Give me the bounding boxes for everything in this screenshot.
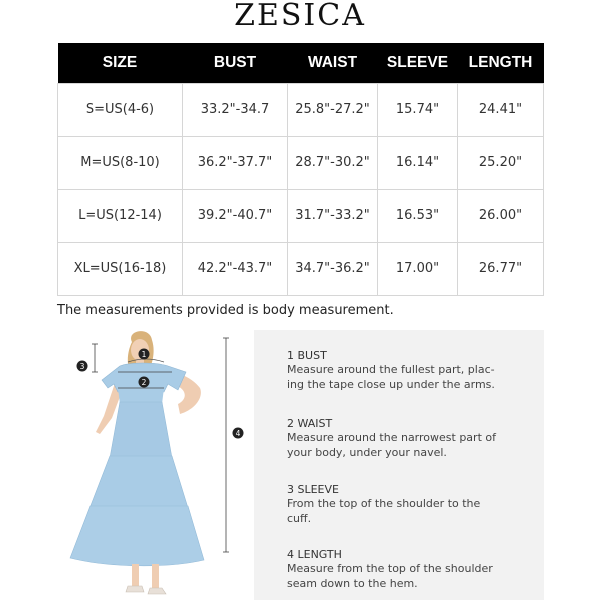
table-row [58,83,544,136]
waist-guide-title: 2 WAIST [287,417,333,430]
dress-bodice [118,388,164,404]
cell-bust: 39.2"-40.7" [183,189,288,242]
bust-guide-line1: Measure around the fullest part, plac- [287,363,495,376]
model-left-leg [132,564,139,586]
cell-waist: 28.7"-30.2" [288,136,378,189]
measurement-guide-panel [254,330,544,600]
cell-bust: 42.2"-43.7" [183,242,288,295]
waist-guide [287,417,537,460]
model-right-leg [152,564,159,588]
length-marker [233,428,244,439]
cell-size: XL=US(16-18) [58,242,183,295]
brand-logo: ZESICA [234,0,366,33]
sleeve-guide-line1: From the top of the shoulder to the [287,497,481,510]
length-guide-line1: Measure from the top of the shoulder [287,562,493,575]
header-sleeve: SLEEVE [378,43,458,83]
bust-guide-title: 1 BUST [287,349,327,362]
cell-size: M=US(8-10) [58,136,183,189]
cell-size: S=US(4-6) [58,83,183,136]
cell-sleeve: 15.74" [378,83,458,136]
cell-sleeve: 17.00" [378,242,458,295]
header-size: SIZE [58,43,183,83]
cell-length: 25.20" [458,136,544,189]
left-sandal-icon [126,586,144,592]
cell-sleeve: 16.53" [378,189,458,242]
dress-tier-2 [90,456,188,508]
bust-guide-line2: ing the tape close up under the arms. [287,377,495,391]
svg-text:1: 1 [141,350,147,359]
header-waist: WAIST [288,43,378,83]
cell-length: 26.00" [458,189,544,242]
dress-tier-1 [110,402,172,458]
table-row [58,189,544,242]
table-row [58,242,544,295]
waist-marker [139,377,150,388]
length-guide-line2: seam down to the hem. [287,576,418,590]
sleeve-marker [77,361,88,372]
cell-bust: 33.2"-34.7 [183,83,288,136]
header-length: LENGTH [458,43,544,83]
svg-text:4: 4 [235,429,241,438]
svg-text:2: 2 [141,378,147,387]
svg-text:3: 3 [79,362,85,371]
cell-waist: 25.8"-27.2" [288,83,378,136]
sleeve-guide-title: 3 SLEEVE [287,483,339,496]
dress-tier-3 [70,506,204,566]
table-header-row [58,43,544,83]
bust-marker [139,349,150,360]
cell-sleeve: 16.14" [378,136,458,189]
cell-bust: 36.2"-37.7" [183,136,288,189]
cell-length: 24.41" [458,83,544,136]
length-guide [287,548,537,591]
right-sandal-icon [148,588,166,594]
cell-length: 26.77" [458,242,544,295]
size-chart-table [57,43,544,296]
cell-waist: 34.7"-36.2" [288,242,378,295]
model-illustration [60,328,260,600]
length-guide-title: 4 LENGTH [287,548,342,561]
table-row [58,136,544,189]
measurement-note: The measurements provided is body measurement. [57,303,394,318]
sleeve-guide-line2: cuff. [287,511,312,525]
header-bust: BUST [183,43,288,83]
waist-guide-line1: Measure around the narrowest part of [287,431,496,444]
sleeve-guide [287,483,537,526]
cell-waist: 31.7"-33.2" [288,189,378,242]
waist-guide-line2: your body, under your navel. [287,445,447,459]
cell-size: L=US(12-14) [58,189,183,242]
bust-guide [287,349,537,392]
